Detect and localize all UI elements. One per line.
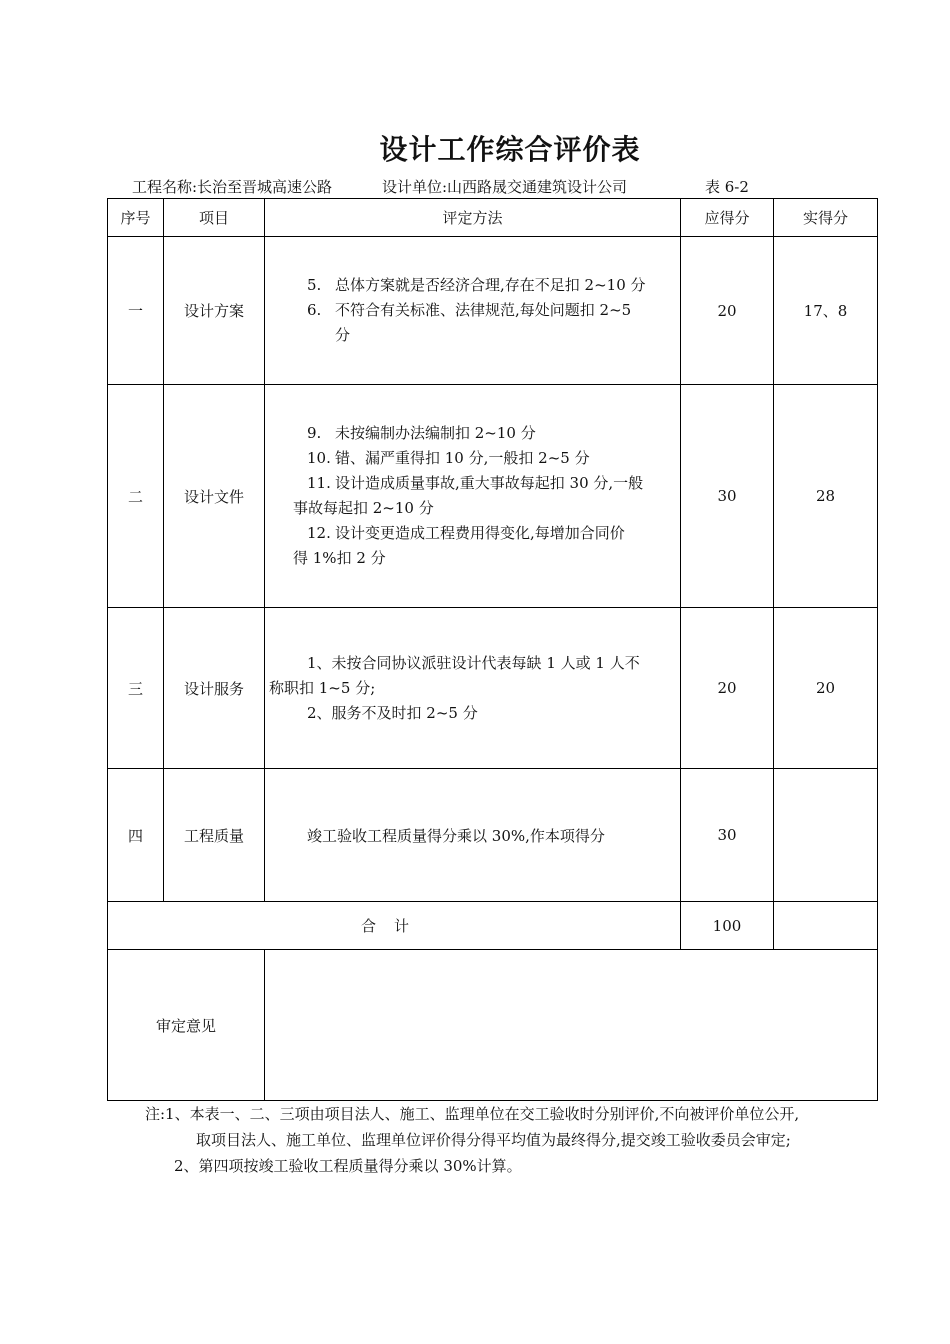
row-got: 20 bbox=[774, 608, 878, 769]
method-line: 5. 总体方案就是否经济合理,存在不足扣 2~10 分 bbox=[307, 276, 646, 294]
total-row bbox=[108, 902, 878, 950]
total-due: 100 bbox=[681, 902, 774, 950]
project-name: 工程名称:长治至晋城高速公路 bbox=[132, 178, 333, 196]
row-item: 设计文件 bbox=[164, 385, 265, 608]
row-method: 竣工验收工程质量得分乘以 30%,作本项得分 bbox=[265, 769, 681, 902]
table-row bbox=[108, 608, 878, 769]
header-method: 评定方法 bbox=[265, 199, 681, 237]
row-got: 28 bbox=[774, 385, 878, 608]
row-got: 17、8 bbox=[774, 237, 878, 385]
method-line: 2、服务不及时扣 2~5 分 bbox=[307, 703, 478, 722]
row-method bbox=[265, 385, 681, 608]
row-no: 一 bbox=[108, 237, 164, 385]
table-row bbox=[108, 769, 878, 902]
row-item: 设计方案 bbox=[164, 237, 265, 385]
method-line: 12. 设计变更造成工程费用得变化,每增加合同价 bbox=[307, 524, 625, 542]
row-item: 设计服务 bbox=[164, 608, 265, 769]
review-row bbox=[108, 950, 878, 1101]
total-label: 合计 bbox=[108, 902, 681, 950]
table-number: 表 6-2 bbox=[705, 178, 749, 196]
review-label: 审定意见 bbox=[108, 950, 265, 1101]
row-method bbox=[265, 237, 681, 385]
header-due: 应得分 bbox=[681, 199, 774, 237]
row-due: 30 bbox=[681, 385, 774, 608]
table-row bbox=[108, 237, 878, 385]
notes bbox=[145, 1101, 799, 1179]
row-got bbox=[774, 769, 878, 902]
page-title: 设计工作综合评价表 bbox=[379, 133, 641, 166]
design-unit: 设计单位:山西路晟交通建筑设计公司 bbox=[382, 178, 628, 196]
row-item: 工程质量 bbox=[164, 769, 265, 902]
evaluation-table bbox=[107, 198, 878, 1101]
note-line-3: 2、第四项按竣工验收工程质量得分乘以 30%计算。 bbox=[174, 1157, 522, 1175]
total-got bbox=[774, 902, 878, 950]
row-due: 30 bbox=[681, 769, 774, 902]
method-line: 9. 未按编制办法编制扣 2~10 分 bbox=[307, 424, 536, 442]
method-line: 6. 不符合有关标准、法律规范,每处问题扣 2~5 bbox=[307, 301, 632, 319]
header-no: 序号 bbox=[108, 199, 164, 237]
note-line-2: 取项目法人、施工单位、监理单位评价得分得平均值为最终得分,提交竣工验收委员会审定; bbox=[196, 1131, 791, 1149]
method-line-cont: 分 bbox=[335, 326, 351, 344]
review-value bbox=[265, 950, 878, 1101]
header-item: 项目 bbox=[164, 199, 265, 237]
table-header-row bbox=[108, 199, 878, 237]
method-line: 称职扣 1~5 分; bbox=[269, 678, 376, 697]
row-no: 三 bbox=[108, 608, 164, 769]
note-line-1: 注:1、本表一、二、三项由项目法人、施工、监理单位在交工验收时分别评价,不向被评价单位公开, bbox=[145, 1105, 800, 1123]
method-line-cont: 得 1%扣 2 分 bbox=[293, 549, 386, 567]
row-no: 四 bbox=[108, 769, 164, 902]
row-no: 二 bbox=[108, 385, 164, 608]
table-row bbox=[108, 385, 878, 608]
method-line: 1、未按合同协议派驻设计代表每缺 1 人或 1 人不 bbox=[307, 653, 640, 672]
header-got: 实得分 bbox=[774, 199, 878, 237]
row-method bbox=[265, 608, 681, 769]
method-line: 10. 错、漏严重得扣 10 分,一般扣 2~5 分 bbox=[307, 449, 590, 467]
row-due: 20 bbox=[681, 237, 774, 385]
method-line-cont: 事故每起扣 2~10 分 bbox=[293, 499, 434, 517]
row-due: 20 bbox=[681, 608, 774, 769]
method-line: 11. 设计造成质量事故,重大事故每起扣 30 分,一般 bbox=[307, 474, 644, 492]
